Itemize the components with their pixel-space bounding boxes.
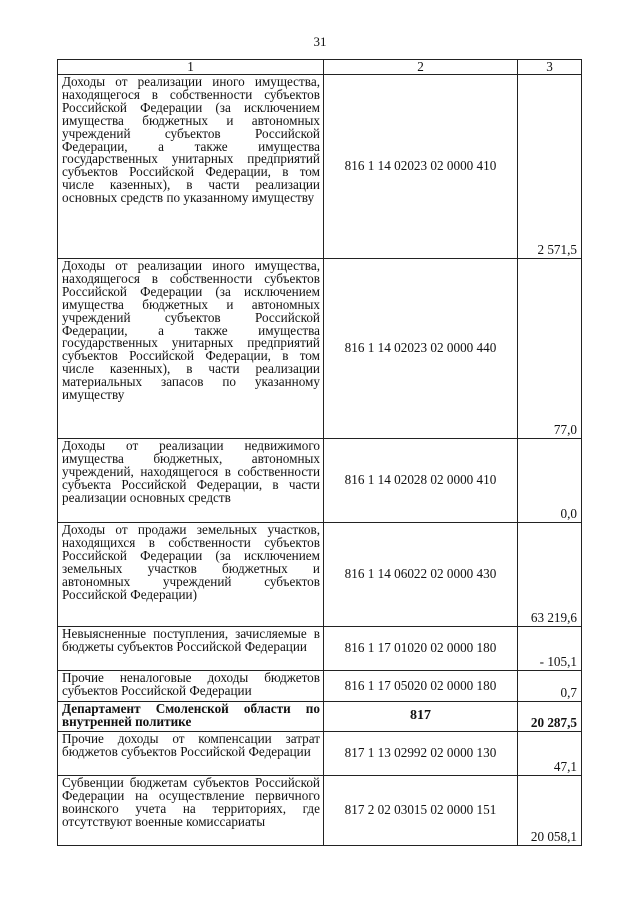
row-budget-code: 816 1 14 02028 02 0000 410 xyxy=(324,439,518,523)
row-description: Доходы от реализации иного имущества, находящегося в собственности субъектов Российской Федерации (за исключением имущества бюджетных и автономных учреждений субъектов Российской Федерации, а также имущества государственных унитарных предприятий субъектов Российской Федерации, в том числе казенных), в части реализации материальных запасов по указанному имуществу xyxy=(58,259,324,439)
row-description: Доходы от реализации недвижимого имущества бюджетных, автономных учреждений, находящегося в собственности субъекта Российской Федерации, в части реализации основных средств xyxy=(58,439,324,523)
row-budget-code: 816 1 14 02023 02 0000 440 xyxy=(324,259,518,439)
table-row-department xyxy=(58,702,582,732)
row-description: Субвенции бюджетам субъектов Российской Федерации на осуществление первичного воинского учета на территориях, где отсутствуют военные комиссариаты xyxy=(58,776,324,846)
table-row xyxy=(58,627,582,671)
row-amount: 0,0 xyxy=(518,439,582,523)
row-description: Прочие доходы от компенсации затрат бюджетов субъектов Российской Федерации xyxy=(58,732,324,776)
row-budget-code: 817 1 13 02992 02 0000 130 xyxy=(324,732,518,776)
row-amount: 47,1 xyxy=(518,732,582,776)
row-amount: 20 058,1 xyxy=(518,776,582,846)
table-row xyxy=(58,671,582,702)
row-budget-code: 817 2 02 03015 02 0000 151 xyxy=(324,776,518,846)
row-budget-code: 816 1 17 05020 02 0000 180 xyxy=(324,671,518,702)
row-amount: 20 287,5 xyxy=(518,702,582,732)
column-header-amount: 3 xyxy=(518,60,582,75)
table-row xyxy=(58,259,582,439)
row-budget-code: 816 1 14 06022 02 0000 430 xyxy=(324,523,518,627)
table-row xyxy=(58,439,582,523)
row-amount: - 105,1 xyxy=(518,627,582,671)
row-amount: 2 571,5 xyxy=(518,75,582,259)
row-description: Департамент Смоленской области по внутренней политике xyxy=(58,702,324,732)
page-number: 31 xyxy=(313,34,327,49)
table-header-row xyxy=(58,60,582,75)
table-row xyxy=(58,523,582,627)
row-description: Невыясненные поступления, зачисляемые в бюджеты субъектов Российской Федерации xyxy=(58,627,324,671)
row-budget-code: 816 1 14 02023 02 0000 410 xyxy=(324,75,518,259)
row-budget-code: 817 xyxy=(324,702,518,732)
row-amount: 63 219,6 xyxy=(518,523,582,627)
table-row xyxy=(58,732,582,776)
row-description: Прочие неналоговые доходы бюджетов субъектов Российской Федерации xyxy=(58,671,324,702)
table-row xyxy=(58,75,582,259)
row-description: Доходы от продажи земельных участков, находящихся в собственности субъектов Российской Федерации (за исключением земельных участков бюджетных и автономных учреждений субъектов Российской Федерации) xyxy=(58,523,324,627)
row-amount: 77,0 xyxy=(518,259,582,439)
row-budget-code: 816 1 17 01020 02 0000 180 xyxy=(324,627,518,671)
revenue-table xyxy=(57,59,582,846)
row-description: Доходы от реализации иного имущества, находящегося в собственности субъектов Российской Федерации (за исключением имущества бюджетных и автономных учреждений субъектов Российской Федерации, а также имущества государственных унитарных предприятий субъектов Российской Федерации, в том числе казенных), в части реализации основных средств по указанному имуществу xyxy=(58,75,324,259)
column-header-description: 1 xyxy=(58,60,324,75)
table-row xyxy=(58,776,582,846)
column-header-code: 2 xyxy=(324,60,518,75)
row-amount: 0,7 xyxy=(518,671,582,702)
